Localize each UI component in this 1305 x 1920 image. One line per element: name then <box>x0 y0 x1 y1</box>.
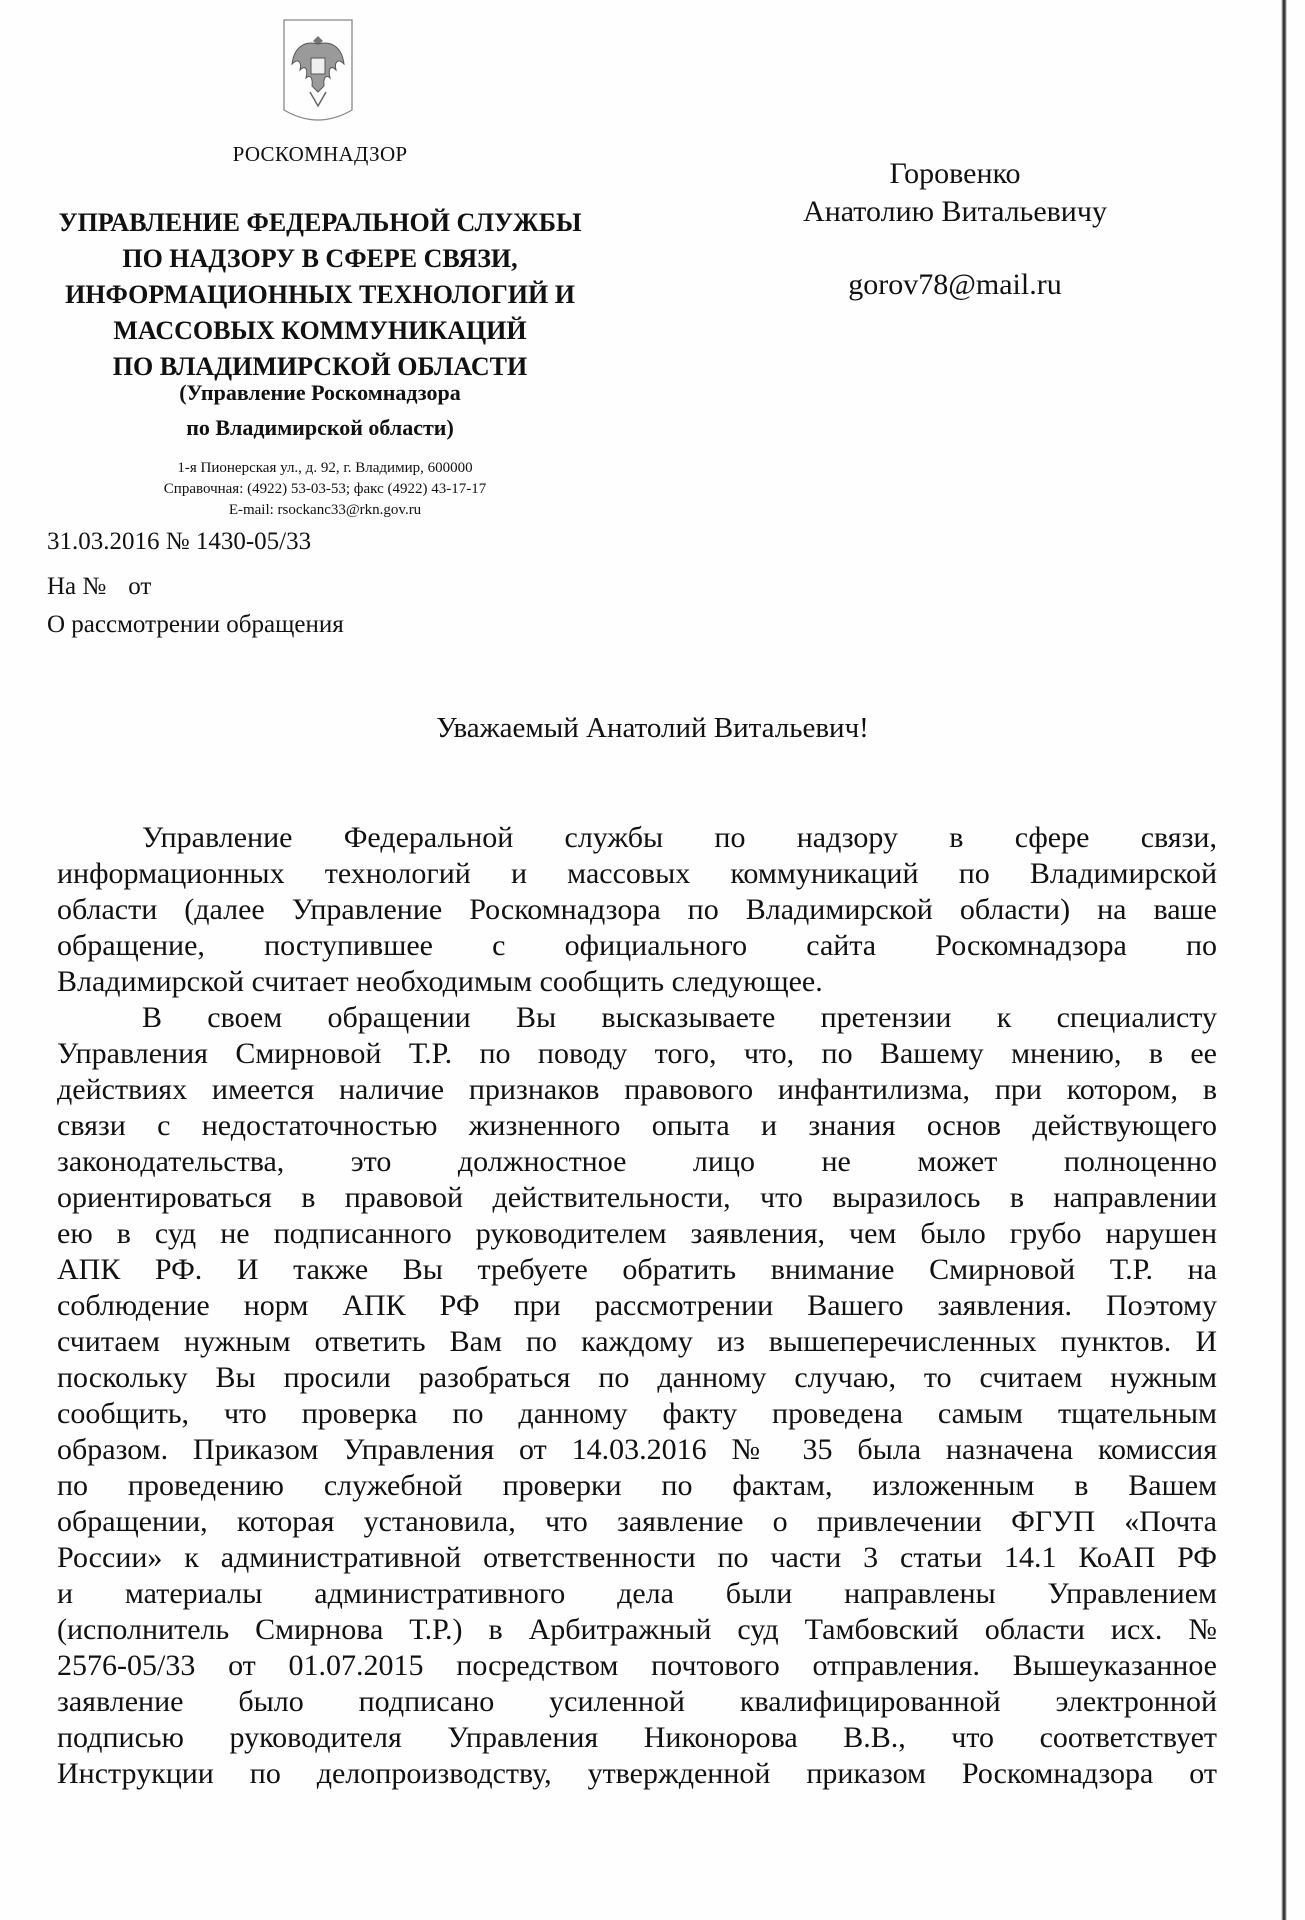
salutation: Уважаемый Анатолий Витальевич! <box>436 712 869 744</box>
coat-of-arms-icon <box>280 18 356 130</box>
org-name-line: ПО НАДЗОРУ В СФЕРЕ СВЯЗИ, <box>122 244 518 273</box>
org-sub-name <box>60 375 580 445</box>
org-contacts <box>100 458 550 521</box>
recipient-surname: Горовенко <box>889 157 1021 190</box>
org-name-line: УПРАВЛЕНИЕ ФЕДЕРАЛЬНОЙ СЛУЖБЫ <box>58 208 582 237</box>
body-line: АПК РФ. И также Вы требуете обратить внимание Смирновой Т.Р. на <box>57 1253 1217 1286</box>
body-line: законодательства, это должностное лицо не может полноценно <box>57 1145 1217 1178</box>
body-line: соблюдение норм АПК РФ при рассмотрении Вашего заявления. Поэтому <box>57 1289 1217 1322</box>
org-sub-line: (Управление Роскомнадзора <box>179 380 461 405</box>
org-name-line: МАССОВЫХ КОММУНИКАЦИЙ <box>113 316 527 345</box>
body-line: 2576-05/33 от 01.07.2015 посредством почтового отправления. Вышеуказанное <box>57 1649 1217 1682</box>
org-sub-line: по Владимирской области) <box>186 415 454 440</box>
org-email: E-mail: rsockanc33@rkn.gov.ru <box>228 502 422 518</box>
recipient-name <box>690 155 1220 231</box>
body-line: Владимирской считает необходимым сообщить следующее. <box>57 965 823 998</box>
body-line: по проведению служебной проверки по фактам, изложенным в Вашем <box>57 1469 1217 1502</box>
body-line: (исполнитель Смирнова Т.Р.) в Арбитражный суд Тамбовский области исх. № <box>57 1613 1217 1646</box>
reference-date-label: от <box>128 573 152 600</box>
body-line: ориентироваться в правовой действительности, что выразилось в направлении <box>57 1181 1217 1214</box>
recipient-email: gorov78@mail.ru <box>848 268 1062 301</box>
reference-number-label: На № <box>47 573 107 600</box>
body-line: области (далее Управление Роскомнадзора по Владимирской области) на ваше <box>57 893 1217 926</box>
recipient-given-name: Анатолию Витальевичу <box>803 195 1107 228</box>
body-line: Управление Федеральной службы по надзору в сфере связи, <box>142 821 1217 854</box>
org-full-name <box>30 205 610 385</box>
body-line: поскольку Вы просили разобраться по данному случаю, то считаем нужным <box>57 1361 1217 1394</box>
body-line: образом. Приказом Управления от 14.03.2016 № 35 была назначена комиссия <box>57 1433 1217 1466</box>
body-line: связи с недостаточностью жизненного опыта и знания основ действующего <box>57 1109 1217 1142</box>
body-line: и материалы административного дела были направлены Управлением <box>57 1577 1217 1610</box>
scan-edge <box>1281 0 1287 1920</box>
body-line: считаем нужным ответить Вам по каждому из вышеперечисленных пунктов. И <box>57 1325 1217 1358</box>
body-line: обращение, поступившее с официального сайта Роскомнадзора по <box>57 929 1217 962</box>
org-name-line: ПО ВЛАДИМИРСКОЙ ОБЛАСТИ <box>112 352 528 381</box>
reference-line <box>47 573 151 601</box>
body-line: В своем обращении Вы высказываете претензии к специалисту <box>142 1001 1217 1034</box>
org-address: 1-я Пионерская ул., д. 92, г. Владимир, 600000 <box>177 460 473 476</box>
body-line: Инструкции по делопроизводству, утвержденной приказом Роскомнадзора от <box>57 1757 1217 1790</box>
body-line: сообщить, что проверка по данному факту проведена самым тщательным <box>57 1397 1217 1430</box>
letter-body <box>57 820 1217 1792</box>
body-line: Управления Смирновой Т.Р. по поводу того, что, по Вашему мнению, в ее <box>57 1037 1217 1070</box>
org-phone: Справочная: (4922) 53-03-53; факс (4922) 43-17-17 <box>163 481 487 497</box>
body-line: заявление было подписано усиленной квалифицированной электронной <box>57 1685 1217 1718</box>
org-name-line: ИНФОРМАЦИОННЫХ ТЕХНОЛОГИЙ И <box>65 280 575 309</box>
body-line: России» к административной ответственности по части 3 статьи 14.1 КоАП РФ <box>57 1541 1217 1574</box>
body-line: подписью руководителя Управления Никонорова В.В., что соответствует <box>57 1721 1217 1754</box>
registration-number: 31.03.2016 № 1430-05/33 <box>47 528 312 555</box>
body-line: ею в суд не подписанного руководителем заявления, чем было грубо нарушен <box>57 1217 1217 1250</box>
body-line: информационных технологий и массовых коммуникаций по Владимирской <box>57 857 1217 890</box>
body-line: действиях имеется наличие признаков правового инфантилизма, при котором, в <box>57 1073 1217 1106</box>
body-line: обращении, которая установила, что заявление о привлечении ФГУП «Почта <box>57 1505 1217 1538</box>
org-short-name: РОСКОМНАДЗОР <box>232 142 408 166</box>
letter-subject: О рассмотрении обращения <box>47 611 344 638</box>
